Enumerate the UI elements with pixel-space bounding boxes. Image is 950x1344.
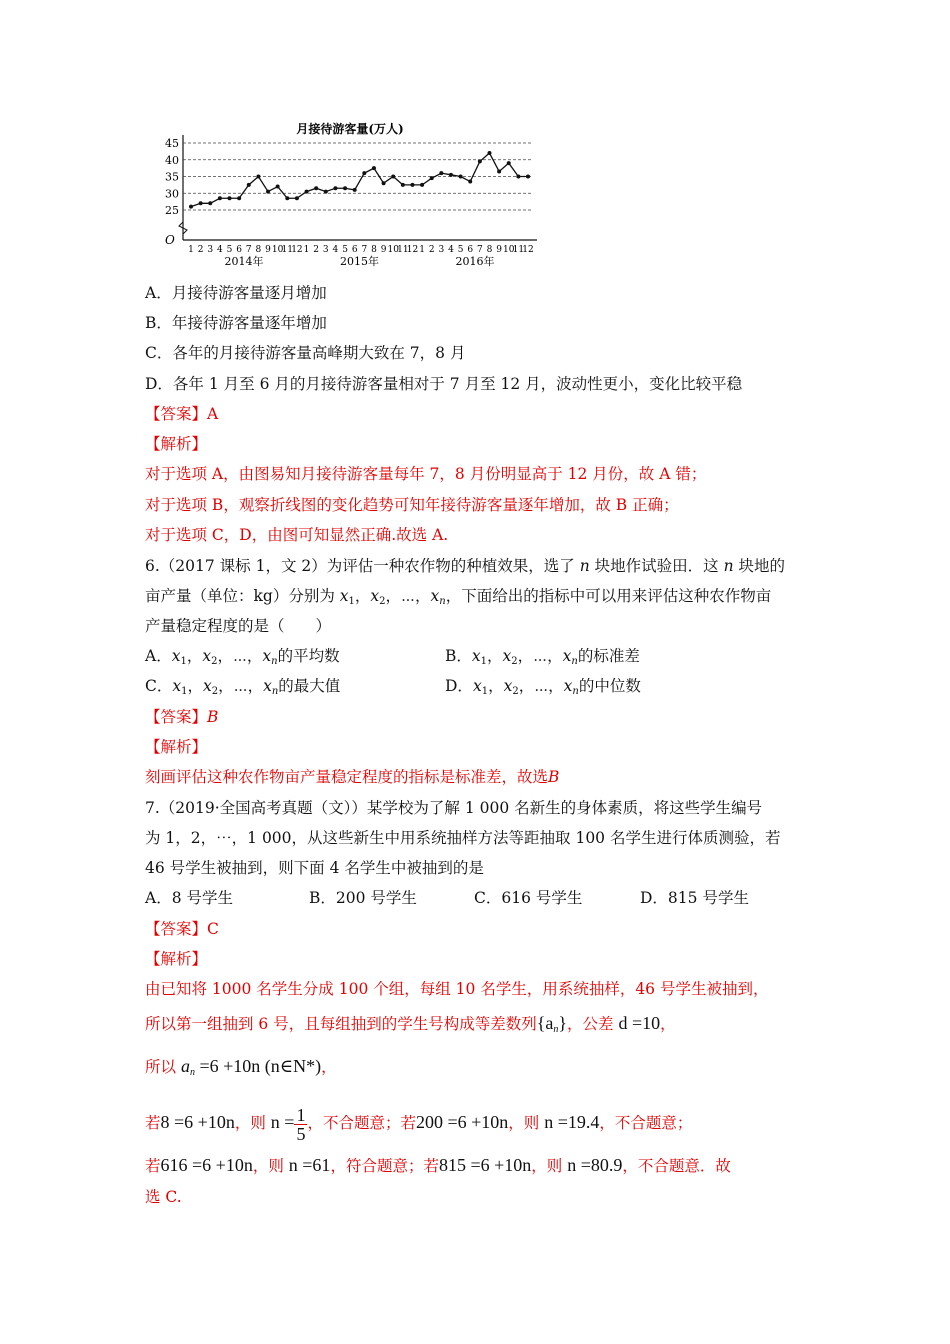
x-tick-label: 11 bbox=[397, 245, 409, 255]
year-label: 2015年 bbox=[340, 255, 379, 268]
data-point bbox=[449, 173, 453, 177]
q6-option-d: D．$x_1$，$x_2$，⋯，$x_n$的中位数 bbox=[445, 677, 641, 697]
x-tick-label: 9 bbox=[265, 245, 271, 255]
q7-option-a: A．8 号学生 bbox=[145, 889, 233, 907]
chart-grid bbox=[183, 143, 532, 210]
q7-analysis-line4: 若8 =6 +10n，则 n = $\frac{1}{5}$ ，不合题意；若200 =6 +10n，则 n =19.4，不合题意； bbox=[145, 1104, 693, 1144]
x-tick-label: 3 bbox=[207, 245, 214, 255]
q7-option-c: C．616 号学生 bbox=[474, 889, 583, 907]
q5-analysis-label: 【解析】 bbox=[145, 435, 208, 453]
x-tick-label: 11 bbox=[512, 245, 525, 255]
x-tick-label: 5 bbox=[457, 245, 464, 255]
chart-x-ticks bbox=[188, 245, 534, 255]
x-tick-label: 10 bbox=[503, 245, 515, 255]
data-point bbox=[256, 175, 260, 179]
x-tick-label: 4 bbox=[448, 245, 454, 255]
data-point bbox=[285, 196, 289, 200]
data-point bbox=[516, 175, 520, 179]
data-point bbox=[410, 183, 414, 187]
data-point bbox=[324, 190, 328, 194]
data-point bbox=[189, 205, 193, 209]
chart-origin-label: O bbox=[165, 233, 175, 247]
x-tick-label: 8 bbox=[371, 245, 377, 255]
y-tick-label: 40 bbox=[165, 153, 179, 167]
data-point bbox=[478, 159, 482, 163]
year-label: 2016年 bbox=[455, 255, 495, 268]
x-tick-label: 2 bbox=[428, 245, 435, 255]
q7-stem-line3: 46 号学生被抽到，则下面 4 名学生中被抽到的是 bbox=[145, 859, 484, 877]
chart-y-ticks bbox=[165, 137, 179, 217]
q5-analysis-line: 对于选项 A，由图易知月接待游客量每年 7，8 月份明显高于 12 月份，故 A 错； bbox=[145, 465, 707, 483]
q6-analysis: 刻画评估这种农作物亩产量稳定程度的指标是标准差，故选B bbox=[145, 768, 560, 786]
data-point bbox=[439, 171, 443, 175]
data-point bbox=[391, 175, 395, 179]
data-point bbox=[487, 151, 491, 155]
x-tick-label: 2 bbox=[313, 245, 320, 255]
y-tick-label: 25 bbox=[165, 204, 179, 217]
data-point bbox=[266, 190, 270, 194]
q7-analysis-line1: 由已知将 1000 名学生分成 100 个组，每组 10 名学生，用系统抽样，46 号学生被抽到， bbox=[145, 980, 769, 998]
x-tick-label: 6 bbox=[236, 245, 243, 255]
data-point bbox=[305, 190, 309, 194]
q5-analysis-line: 对于选项 B，观察折线图的变化趋势可知年接待游客量逐年增加，故 B 正确； bbox=[145, 496, 679, 514]
data-point bbox=[401, 183, 405, 187]
q5-analysis-line: 对于选项 C，D，由图可知显然正确.故选 A. bbox=[145, 526, 449, 544]
x-tick-label: 12 bbox=[406, 245, 419, 255]
q7-option-b: B．200 号学生 bbox=[309, 889, 417, 907]
q6-stem-line3: 产量稳定程度的是（ ） bbox=[145, 617, 332, 635]
q7-analysis-label: 【解析】 bbox=[145, 950, 208, 968]
y-tick-label: 45 bbox=[165, 137, 179, 150]
x-tick-label: 1 bbox=[188, 245, 194, 255]
x-tick-label: 8 bbox=[486, 245, 493, 255]
x-tick-label: 7 bbox=[245, 245, 252, 255]
data-point bbox=[247, 183, 251, 187]
q7-analysis-line6: 选 C. bbox=[145, 1188, 182, 1206]
q7-analysis-line5: 若616 =6 +10n，则 n =61，符合题意；若815 =6 +10n，则 n =80.9，不合题意．故 bbox=[145, 1155, 731, 1175]
y-tick-label: 35 bbox=[165, 170, 179, 184]
q7-option-d: D．815 号学生 bbox=[640, 889, 749, 907]
x-tick-label: 1 bbox=[303, 245, 310, 255]
chart-year-labels bbox=[224, 254, 494, 268]
data-point bbox=[276, 185, 280, 189]
x-tick-label: 5 bbox=[342, 245, 348, 255]
x-tick-label: 3 bbox=[438, 245, 445, 255]
data-point bbox=[314, 186, 318, 190]
data-point bbox=[526, 175, 530, 179]
q5-option-c: C．各年的月接待游客量高峰期大致在 7，8 月 bbox=[145, 344, 466, 362]
x-tick-label: 1 bbox=[419, 245, 425, 255]
data-point bbox=[420, 183, 424, 187]
x-tick-label: 7 bbox=[361, 245, 368, 255]
data-point bbox=[343, 186, 347, 190]
tourist-line-chart bbox=[150, 115, 550, 275]
data-point bbox=[382, 181, 386, 185]
q6-answer: 【答案】B bbox=[145, 708, 219, 726]
x-tick-label: 2 bbox=[197, 245, 204, 255]
data-point bbox=[228, 196, 232, 200]
chart-axes bbox=[179, 135, 537, 240]
data-point bbox=[372, 166, 376, 170]
q6-option-a: A．$x_1$，$x_2$，⋯，$x_n$的平均数 bbox=[145, 647, 340, 667]
x-tick-label: 9 bbox=[380, 245, 387, 255]
q7-analysis-line2: 所以第一组抽到 6 号，且每组抽到的学生号构成等差数列$\{a_n\}$，公差 d =10， bbox=[145, 1013, 676, 1035]
data-point bbox=[208, 201, 212, 205]
x-tick-label: 11 bbox=[281, 245, 294, 255]
q7-stem-line2: 为 1，2，⋯，1 000，从这些新生中用系统抽样方法等距抽取 100 名学生进行体质测验，若 bbox=[145, 829, 781, 847]
x-tick-label: 9 bbox=[496, 245, 502, 255]
x-tick-label: 4 bbox=[217, 245, 223, 255]
chart-title: 月接待游客量(万人) bbox=[296, 122, 404, 136]
q7-stem-line1: 7.（2019·全国高考真题（文））某学校为了解 1 000 名新生的身体素质，将这些学生编号 bbox=[145, 799, 763, 817]
x-tick-label: 8 bbox=[255, 245, 262, 255]
series-line bbox=[191, 153, 528, 207]
data-point bbox=[459, 175, 463, 179]
q6-stem-line1: 6.（2017 课标 1，文 2）为评估一种农作物的种植效果，选了 n 块地作试验田．这 n 块地的 bbox=[145, 557, 785, 575]
fraction-one-fifth: $\frac{1}{5}$ bbox=[296, 1104, 306, 1144]
data-point bbox=[353, 188, 357, 192]
data-point bbox=[430, 176, 434, 180]
q5-option-d: D．各年 1 月至 6 月的月接待游客量相对于 7 月至 12 月，波动性更小，变化比较平稳 bbox=[145, 375, 743, 393]
q6-option-c: C．$x_1$，$x_2$，⋯，$x_n$的最大值 bbox=[145, 677, 341, 697]
data-point bbox=[295, 196, 299, 200]
x-tick-label: 4 bbox=[332, 245, 339, 255]
q6-analysis-label: 【解析】 bbox=[145, 738, 208, 756]
q6-option-b: B．$x_1$，$x_2$，⋯，$x_n$的标准差 bbox=[445, 647, 640, 667]
x-tick-label: 10 bbox=[387, 245, 399, 255]
x-tick-label: 12 bbox=[522, 245, 534, 255]
q5-option-b: B．年接待游客量逐年增加 bbox=[145, 314, 327, 332]
data-point bbox=[497, 169, 501, 173]
year-label: 2014年 bbox=[224, 255, 264, 268]
q7-analysis-line3: 所以 $a_n =6 +10n$ (n∈N*)， bbox=[145, 1056, 337, 1078]
q5-answer: 【答案】A bbox=[145, 405, 219, 423]
data-point bbox=[362, 171, 366, 175]
y-tick-label: 30 bbox=[165, 187, 179, 201]
data-point bbox=[468, 180, 472, 184]
x-tick-label: 6 bbox=[467, 245, 474, 255]
q7-answer: 【答案】C bbox=[145, 920, 219, 938]
x-tick-label: 10 bbox=[271, 245, 284, 255]
q5-option-a: A．月接待游客量逐月增加 bbox=[145, 284, 327, 302]
q6-stem-line2: 亩产量（单位：kg）分别为 $x_1$，$x_2$，⋯，$x_n$，下面给出的指标中可以用来评估这种农作物亩 bbox=[145, 587, 772, 607]
x-tick-label: 12 bbox=[291, 245, 303, 255]
data-point bbox=[333, 186, 337, 190]
data-point bbox=[237, 196, 241, 200]
data-point bbox=[507, 161, 511, 165]
x-tick-label: 5 bbox=[226, 245, 233, 255]
data-point bbox=[218, 196, 222, 200]
x-tick-label: 3 bbox=[322, 245, 329, 255]
x-tick-label: 7 bbox=[476, 245, 483, 255]
x-tick-label: 6 bbox=[351, 245, 358, 255]
data-point bbox=[199, 201, 203, 205]
